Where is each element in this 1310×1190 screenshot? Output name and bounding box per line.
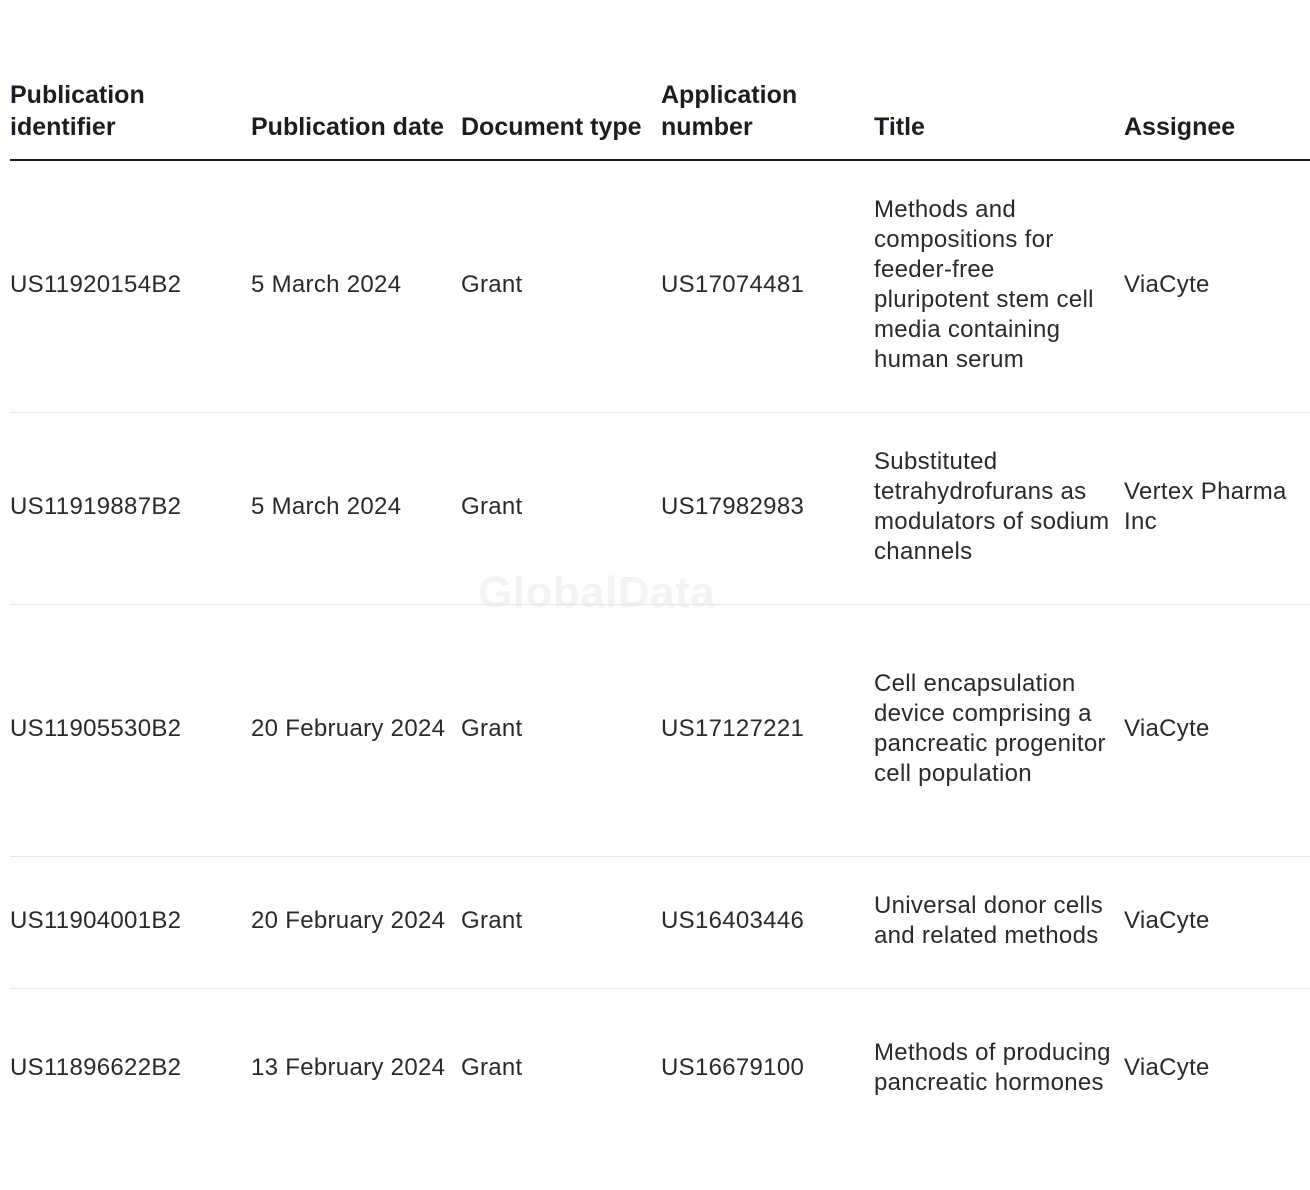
column-header-title: Title xyxy=(874,79,1124,160)
column-header-publication-date: Publication date xyxy=(251,79,461,160)
column-header-application-number: Application number xyxy=(661,79,874,160)
cell-document-type: Grant xyxy=(461,604,661,856)
table-body xyxy=(10,160,1310,1150)
cell-publication-date: 5 March 2024 xyxy=(251,160,461,412)
table-header xyxy=(10,79,1310,160)
cell-assignee: Vertex Pharma Inc xyxy=(1124,412,1310,604)
watermark: GlobalData xyxy=(478,568,716,617)
cell-publication-identifier: US11904001B2 xyxy=(10,856,251,988)
table-row xyxy=(10,856,1310,988)
column-header-publication-identifier: Publication identifier xyxy=(10,79,251,160)
column-header-assignee: Assignee xyxy=(1124,79,1310,160)
cell-title: Substituted tetrahydrofurans as modulators of sodium channels xyxy=(874,412,1124,604)
cell-application-number: US16403446 xyxy=(661,856,874,988)
cell-title: Methods of producing pancreatic hormones xyxy=(874,1039,1111,1097)
cell-publication-date: 20 February 2024 xyxy=(251,856,461,988)
cell-assignee: ViaCyte xyxy=(1124,856,1310,988)
cell-publication-identifier: US11896622B2 xyxy=(10,1054,182,1082)
cell-document-type: Grant xyxy=(461,412,661,604)
cell-document-type: Grant xyxy=(461,856,661,988)
table-row xyxy=(10,604,1310,856)
cell-publication-date: 13 February 2024 xyxy=(251,1054,446,1082)
patents-table-container xyxy=(10,0,1287,1190)
cell-assignee: ViaCyte xyxy=(1124,604,1310,856)
cell-assignee: ViaCyte xyxy=(1124,1054,1210,1082)
column-header-document-type: Document type xyxy=(461,79,661,160)
cell-publication-identifier: US11920154B2 xyxy=(10,160,251,412)
cell-title: Universal donor cells and related methods xyxy=(874,856,1124,988)
cell-publication-identifier: US11919887B2 xyxy=(10,412,251,604)
table-row xyxy=(10,412,1310,604)
table-row xyxy=(10,160,1310,412)
patents-table xyxy=(10,79,1310,1150)
table-row xyxy=(10,988,1310,1150)
cell-application-number: US17127221 xyxy=(661,604,874,856)
cell-publication-identifier: US11905530B2 xyxy=(10,604,251,856)
cell-publication-date: 5 March 2024 xyxy=(251,412,461,604)
cell-document-type: Grant xyxy=(461,1054,523,1082)
cell-application-number: US17982983 xyxy=(661,412,874,604)
cell-title: Cell encapsulation device comprising a pancreatic progenitor cell population xyxy=(874,604,1124,856)
header-row xyxy=(10,79,1310,160)
cell-application-number: US16679100 xyxy=(661,1054,805,1082)
cell-assignee: ViaCyte xyxy=(1124,160,1310,412)
cell-document-type: Grant xyxy=(461,160,661,412)
cell-publication-date: 20 February 2024 xyxy=(251,604,461,856)
cell-title: Methods and compositions for feeder-free pluripotent stem cell media containing human serum xyxy=(874,160,1124,412)
cell-application-number: US17074481 xyxy=(661,160,874,412)
